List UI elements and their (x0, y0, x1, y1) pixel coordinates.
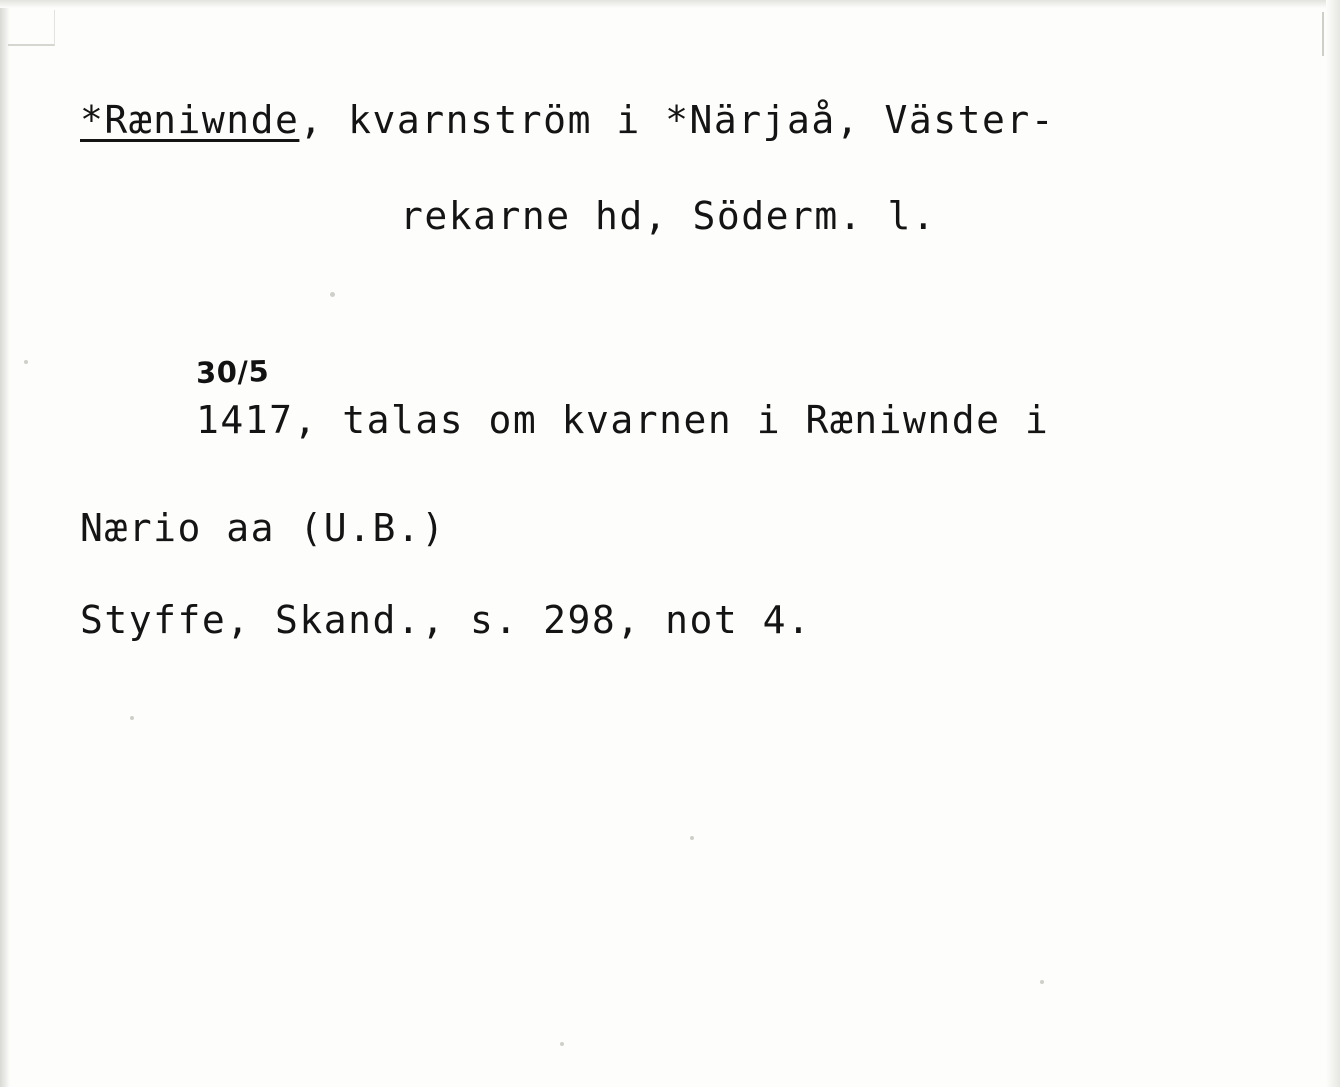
scan-edge-right (1326, 0, 1340, 1087)
headword: *Ræniwnde (80, 98, 300, 142)
edge-notch (1322, 12, 1324, 56)
heading-remainder: , kvarnström i *Närjaå, Väster- (299, 98, 1056, 142)
date-annotation: 30/5 (195, 354, 270, 390)
scan-speck (1040, 980, 1044, 984)
scan-speck (560, 1042, 564, 1046)
scan-edge-top (0, 0, 1340, 8)
corner-mark (8, 10, 55, 46)
body-line-1: 1417, talas om kvarnen i Ræniwnde i (196, 398, 1050, 442)
scan-speck (130, 716, 134, 720)
heading-line-1 (80, 100, 1055, 142)
scan-speck (330, 292, 335, 297)
heading-line-2: rekarne hd, Söderm. l. (400, 194, 937, 238)
scan-speck (690, 836, 694, 840)
body-line-2: Nærio aa (U.B.) (80, 506, 446, 550)
scan-speck (24, 360, 28, 364)
scan-edge-left (0, 0, 10, 1087)
body-line-3: Styffe, Skand., s. 298, not 4. (80, 598, 812, 642)
